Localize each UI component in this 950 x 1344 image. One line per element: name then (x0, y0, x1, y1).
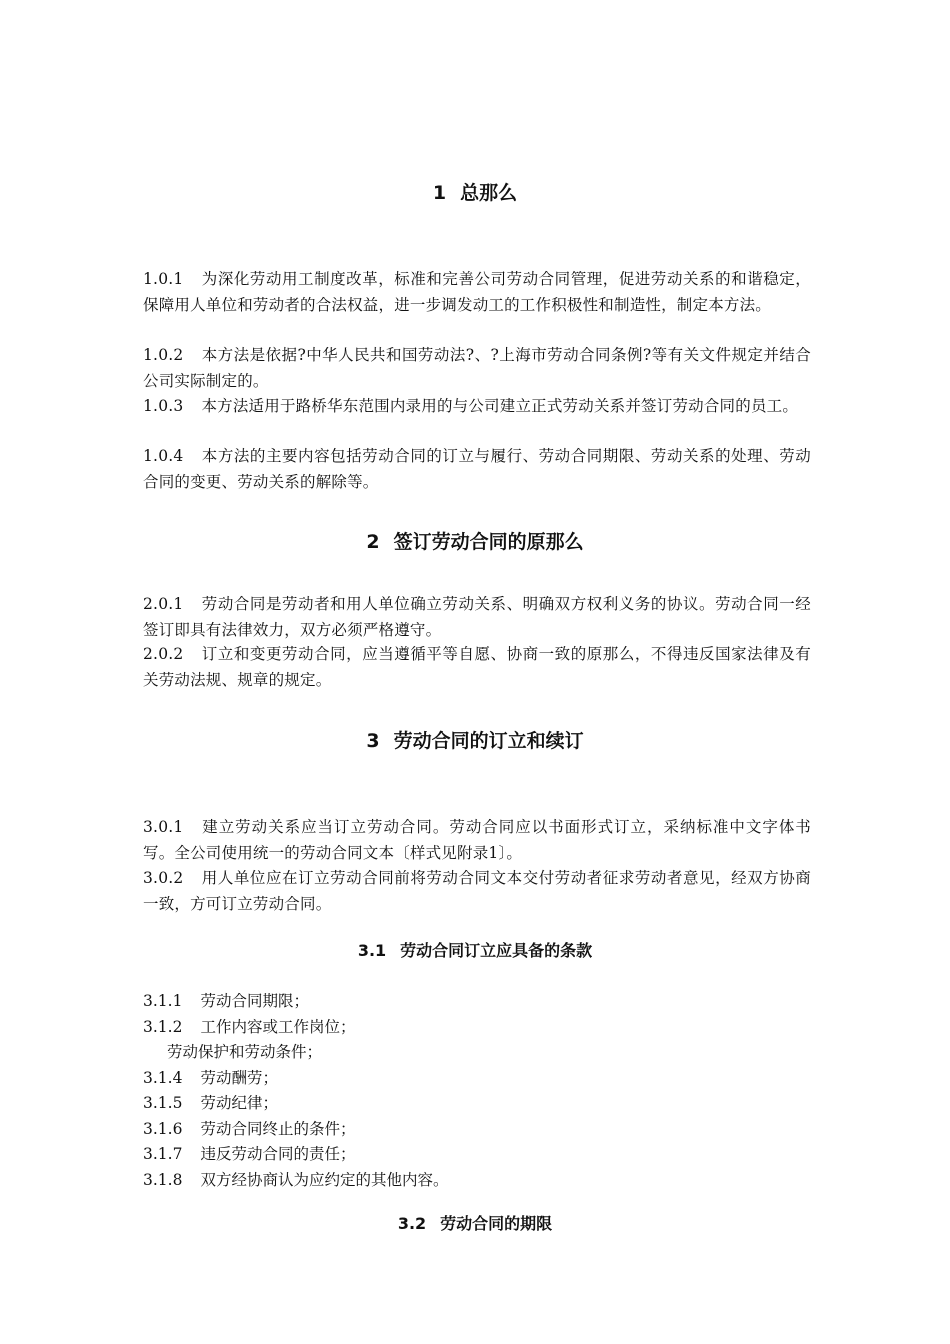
list-item (143, 1066, 811, 1092)
item-text: 劳动合同终止的条件； (200, 1119, 356, 1138)
list-item (143, 1117, 811, 1143)
paragraph-1-0-2 (143, 343, 811, 394)
paragraph-number: 1.0.1 (143, 270, 184, 288)
item-number: 3.1.8 (143, 1170, 183, 1189)
subsection-3-2-heading (143, 1213, 807, 1235)
paragraph-text: 订立和变更劳动合同，应当遵循平等自愿、协商一致的原那么，不得违反国家法律及有关劳动法规、规章的规定。 (143, 645, 811, 689)
item-number: 3.1.2 (143, 1017, 183, 1036)
paragraph-number: 2.0.1 (143, 595, 184, 613)
subsection-number: 3.1 (357, 941, 387, 960)
list-item (143, 1142, 811, 1168)
paragraph-text: 劳动合同是劳动者和用人单位确立劳动关系、明确双方权利义务的协议。劳动合同一经签订即具有法律效力，双方必须严格遵守。 (143, 595, 811, 639)
paragraph-text: 用人单位应在订立劳动合同前将劳动合同文本交付劳动者征求劳动者意见，经双方协商一致，方可订立劳动合同。 (143, 869, 811, 913)
section-2-heading (143, 529, 807, 555)
paragraph-text: 本方法适用于路桥华东范围内录用的与公司建立正式劳动关系并签订劳动合同的员工。 (201, 397, 799, 415)
item-text: 违反劳动合同的责任； (200, 1145, 356, 1163)
item-number: 3.1.6 (143, 1119, 183, 1138)
paragraph-2-0-2 (143, 642, 811, 693)
item-number: 3.1.1 (143, 992, 183, 1010)
item-number: 3.1.7 (143, 1145, 183, 1163)
item-text: 劳动纪律； (200, 1094, 278, 1112)
section-1-heading (143, 180, 807, 206)
clause-list (143, 989, 811, 1193)
subsection-3-1-heading (143, 940, 807, 962)
section-number: 1 (432, 182, 447, 204)
paragraph-3-0-1 (143, 815, 811, 866)
item-number: 3.1.5 (143, 1094, 183, 1112)
section-title: 签订劳动合同的原那么 (393, 531, 584, 553)
item-text: 双方经协商认为应约定的其他内容。 (200, 1170, 449, 1189)
paragraph-number: 1.0.2 (143, 346, 184, 364)
list-item (143, 1168, 811, 1194)
paragraph-3-0-2 (143, 866, 811, 917)
paragraph-1-0-1 (143, 267, 811, 318)
subsection-title: 劳动合同订立应具备的条款 (400, 941, 593, 960)
paragraph-text: 本方法的主要内容包括劳动合同的订立与履行、劳动合同期限、劳动关系的处理、劳动合同的变更、劳动关系的解除等。 (143, 447, 811, 491)
item-text: 工作内容或工作岗位； (200, 1017, 356, 1036)
item-text: 劳动合同期限； (200, 992, 309, 1010)
paragraph-number: 1.0.4 (143, 447, 184, 465)
paragraph-text: 本方法是依据?中华人民共和国劳动法?、?上海市劳动合同条例?等有关文件规定并结合公司实际制定的。 (143, 346, 811, 390)
paragraph-number: 3.0.2 (143, 869, 184, 887)
paragraph-number: 1.0.3 (143, 397, 184, 415)
item-text: 劳动酬劳； (200, 1068, 278, 1087)
item-number: 3.1.4 (143, 1068, 183, 1087)
section-title: 总那么 (460, 182, 518, 204)
list-item (143, 1091, 811, 1117)
paragraph-text: 为深化劳动用工制度改革，标准和完善公司劳动合同管理，促进劳动关系的和谐稳定，保障用人单位和劳动者的合法权益，进一步调发动工的工作积极性和制造性，制定本方法。 (143, 270, 811, 314)
paragraph-1-0-4 (143, 444, 811, 495)
paragraph-text: 建立劳动关系应当订立劳动合同。劳动合同应以书面形式订立，采纳标准中文字体书写。全公司使用统一的劳动合同文本〔样式见附录1〕。 (143, 818, 811, 862)
paragraph-number: 3.0.1 (143, 818, 184, 836)
list-item (143, 1040, 811, 1066)
paragraph-1-0-3 (143, 394, 811, 420)
section-number: 3 (366, 730, 380, 752)
list-item (143, 989, 811, 1015)
section-number: 2 (366, 531, 380, 553)
list-item (143, 1015, 811, 1041)
subsection-number: 3.2 (397, 1214, 427, 1233)
section-title: 劳动合同的订立和续订 (393, 730, 584, 752)
paragraph-2-0-1 (143, 592, 811, 643)
paragraph-number: 2.0.2 (143, 645, 184, 663)
subsection-title: 劳动合同的期限 (440, 1214, 553, 1233)
section-3-heading (143, 728, 807, 754)
item-text: 劳动保护和劳动条件； (167, 1043, 323, 1061)
